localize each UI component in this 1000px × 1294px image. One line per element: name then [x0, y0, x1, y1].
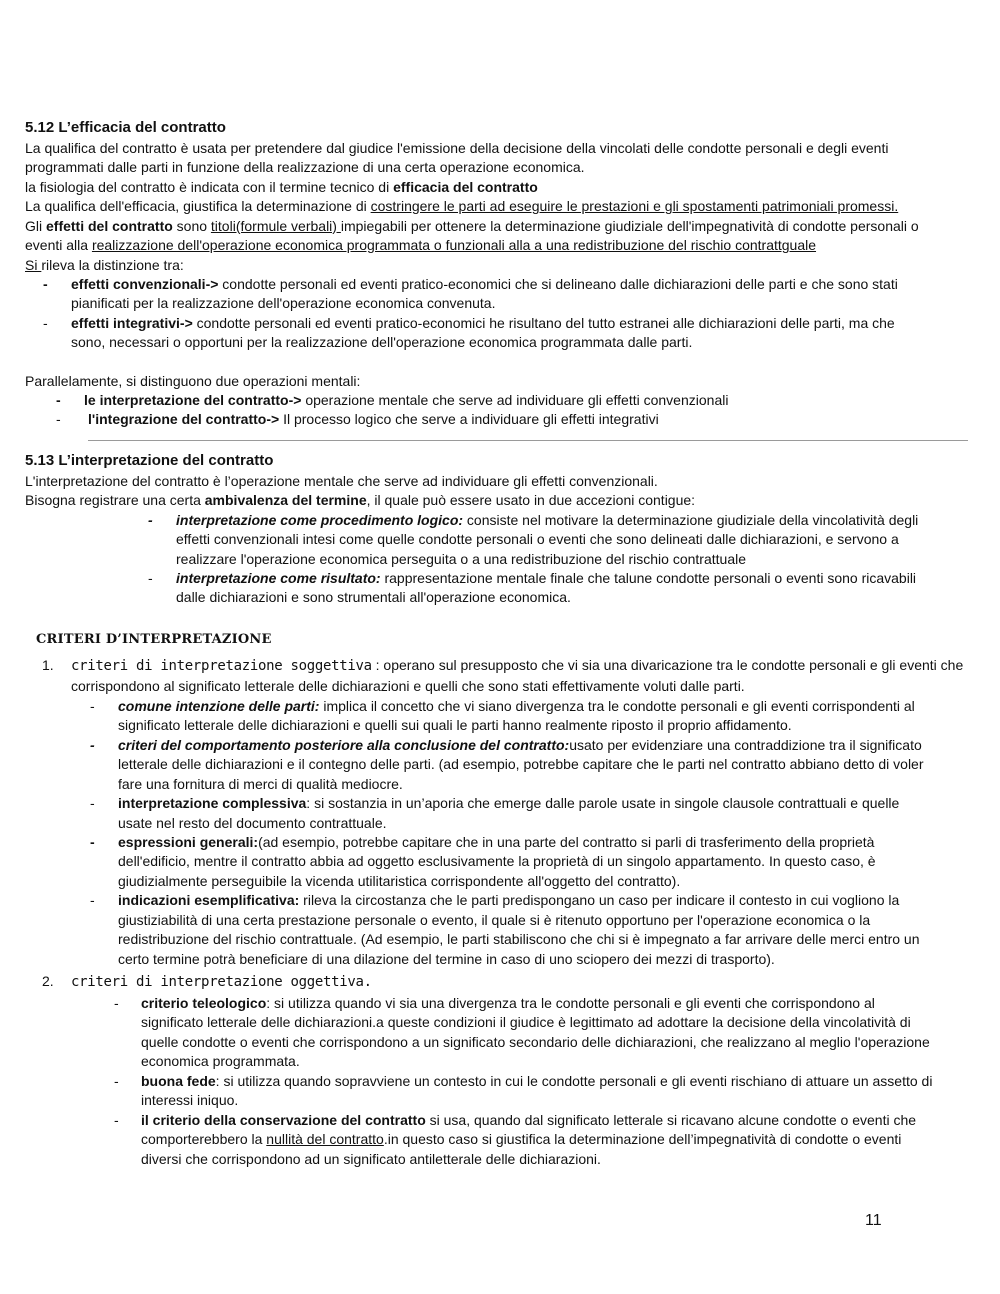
list-item-line: redistribuzione del rischio contrattuale. (Ad esempio, le parti stabiliscono che chi si è impegnato a far arrivare delle merci entro un	[118, 931, 920, 947]
paragraph-line: Si rileva la distinzione tra:	[25, 257, 184, 273]
list-item: criterio teleologico: si utilizza quando vi sia una divergenza tra le condotte personali e gli eventi che corrispondono al	[141, 995, 875, 1011]
list-item: espressioni generali:(ad esempio, potrebbe capitare che in una parte del contratto si parli di trasferimento della proprietà	[118, 834, 875, 850]
list-item-line: sono, necessari o opportuni per la realizzazione dell'operazione economica programmata dalle parti.	[71, 334, 693, 350]
bullet-dash: -	[148, 512, 153, 528]
bullet-dash: -	[90, 892, 95, 908]
list-item-line: significato letterale delle dichiarazioni e quelli sui quali le parti hanno realmente riposto il proprio affidamento.	[118, 717, 792, 733]
paragraph-line: Gli effetti del contratto sono titoli(formule verbali) impiegabili per ottenere la determinazione giudiziale dell'impegnatività di condotte personali o	[25, 218, 919, 234]
list-item-line: comporterebbero la nullità del contratto.in questo caso si giustifica la determinazione dell’impegnatività di condotte o eventi	[141, 1131, 902, 1147]
horizontal-divider	[88, 440, 968, 441]
list-item-line: giustiziabilità di una certa prestazione personale o evento, il quale si è ritenuto opportuno per l'operazione economica o la	[118, 912, 871, 928]
paragraph-line: La qualifica dell'efficacia, giustifica la determinazione di costringere le parti ad eseguire le prestazioni e gli spostamenti patrimoniali promessi.	[25, 198, 899, 214]
list-item-line: effetti convenzionali intesi come quelle condotte personali o eventi che sono delineati dalle dichiarazioni, e servono a	[176, 531, 899, 547]
list-item-line: significato letterale delle dichiarazioni.a queste condizioni il giudice è legittimato ad adottare la decisione della vincolatività di	[141, 1014, 911, 1030]
list-item: il criterio della conservazione del contratto si usa, quando dal significato letterale si ricavano alcune condotte o eventi che	[141, 1112, 917, 1128]
list-item-line: interessi iniquo.	[141, 1092, 239, 1108]
criteri-heading: CRITERI D’INTERPRETAZIONE	[36, 632, 272, 647]
list-item: l'integrazione del contratto-> Il processo logico che serve a individuare gli effetti integrativi	[88, 411, 659, 427]
list-item: interpretazione come procedimento logico: consiste nel motivare la determinazione giudiziale della vincolatività degli	[176, 512, 919, 528]
section-5-12-title: 5.12 L’efficacia del contratto	[25, 119, 226, 136]
list-number: 2.	[42, 973, 54, 989]
paragraph-line: la fisiologia del contratto è indicata con il termine tecnico di efficacia del contratto	[25, 179, 538, 195]
list-item-line: economica programmata.	[141, 1053, 300, 1069]
list-item-line: dalle dichiarazioni e sono strumentali all'operazione economica.	[176, 589, 571, 605]
list-item: effetti convenzionali-> condotte personali ed eventi pratico-economici che si delineano dalle dichiarazioni delle parti e che sono stati	[71, 276, 898, 292]
list-item: criteri di interpretazione oggettiva.	[71, 974, 372, 990]
list-item: criteri di interpretazione soggettiva : operano sul presupposto che vi sia una divaricazione tra le condotte personali e gli eventi che	[71, 657, 964, 674]
page-number: 11	[865, 1212, 882, 1229]
list-item-line: fare una fornitura di merci di qualità mediocre.	[118, 776, 403, 792]
list-item-line: pianificati per la realizzazione dell'operazione economica convenuta.	[71, 295, 496, 311]
list-item: criteri del comportamento posteriore alla conclusione del contratto:usato per evidenziare una contraddizione tra il significato	[118, 737, 922, 753]
bullet-dash: -	[114, 1073, 119, 1089]
paragraph-line: L'interpretazione del contratto è l’operazione mentale che serve ad individuare gli effetti convenzionali.	[25, 473, 658, 489]
list-item: le interpretazione del contratto-> operazione mentale che serve ad individuare gli effetti convenzionali	[84, 392, 729, 408]
list-item-line: certo termine potrà beneficiare di una dilazione del termine in caso di uno sciopero dei mezzi di trasporto).	[118, 951, 775, 967]
paragraph-line: La qualifica del contratto è usata per pretendere dal giudice l'emissione della decisione della vincolati delle condotte personali e degli eventi	[25, 140, 889, 156]
list-number: 1.	[42, 657, 54, 673]
section-5-13-title: 5.13 L’interpretazione del contratto	[25, 452, 274, 469]
list-item-line: usate nel resto del documento contrattuale.	[118, 815, 387, 831]
list-item: buona fede: si utilizza quando sopravviene un contesto in cui le condotte personali e gli eventi rischiano di attuare un assetto di	[141, 1073, 933, 1089]
bullet-dash: -	[56, 392, 61, 408]
list-item-line: diversi che corrispondono ad un significato antiletterale delle dichiarazioni.	[141, 1151, 601, 1167]
paragraph-line: eventi alla realizzazione dell'operazione economica programmata o funzionali alla a una redistribuzione del rischio contrattguale	[25, 237, 817, 253]
bullet-dash: -	[56, 411, 61, 427]
list-item-line: letterale delle dichiarazioni e il contegno delle parti. (ad esempio, potrebbe capitare che le parti nel contratto abbiano detto di voler	[118, 756, 924, 772]
bullet-dash: -	[148, 570, 153, 586]
list-item-line: realizzare l'operazione economica perseguita o a una redistribuzione del rischio contrattuale	[176, 551, 747, 567]
bullet-dash: -	[90, 795, 95, 811]
list-item-line: quelle condotte o eventi che corrispondono a un significato secondario delle dichiarazioni, che realizzano al meglio l'operazione	[141, 1034, 930, 1050]
bullet-dash: -	[90, 737, 95, 753]
paragraph-line: Parallelamente, si distinguono due operazioni mentali:	[25, 373, 361, 389]
bullet-dash: -	[90, 834, 95, 850]
paragraph-line: Bisogna registrare una certa ambivalenza del termine, il quale può essere usato in due accezioni contigue:	[25, 492, 696, 508]
paragraph-line: programmati dalle parti in funzione della realizzazione di una certa operazione economica.	[25, 159, 585, 175]
list-item: comune intenzione delle parti: implica il concetto che vi siano divergenza tra le condotte personali e gli eventi corrispondenti al	[118, 698, 915, 714]
list-item-line: giudizialmente perseguibile la vicenda utilitaristica corrispondente all'oggetto del contratto).	[118, 873, 681, 889]
bullet-dash: -	[114, 995, 119, 1011]
list-item-line: corrispondono al significato letterale delle dichiarazioni e quelli che sono stati effettivamente voluti dalle parti.	[71, 678, 745, 694]
list-item: interpretazione come risultato: rappresentazione mentale finale che talune condotte personali o eventi sono ricavabili	[176, 570, 917, 586]
bullet-dash: -	[43, 276, 48, 292]
bullet-dash: -	[43, 315, 48, 331]
bullet-dash: -	[90, 698, 95, 714]
bullet-dash: -	[114, 1112, 119, 1128]
list-item: indicazioni esemplificativa: rileva la circostanza che le parti predispongano un caso per indicare il contesto in cui vogliono la	[118, 892, 900, 908]
list-item-line: dell'edificio, mentre il contratto abbia ad oggetto esclusivamente la proprietà di un singolo appartamento. In questo caso, è	[118, 853, 876, 869]
list-item: effetti integrativi-> condotte personali ed eventi pratico-economici he risultano del tutto estranei alle dichiarazioni delle parti, ma che	[71, 315, 895, 331]
list-item: interpretazione complessiva: si sostanzia in un’aporia che emerge dalle parole usate in singole clausole contrattuali e quelle	[118, 795, 900, 811]
